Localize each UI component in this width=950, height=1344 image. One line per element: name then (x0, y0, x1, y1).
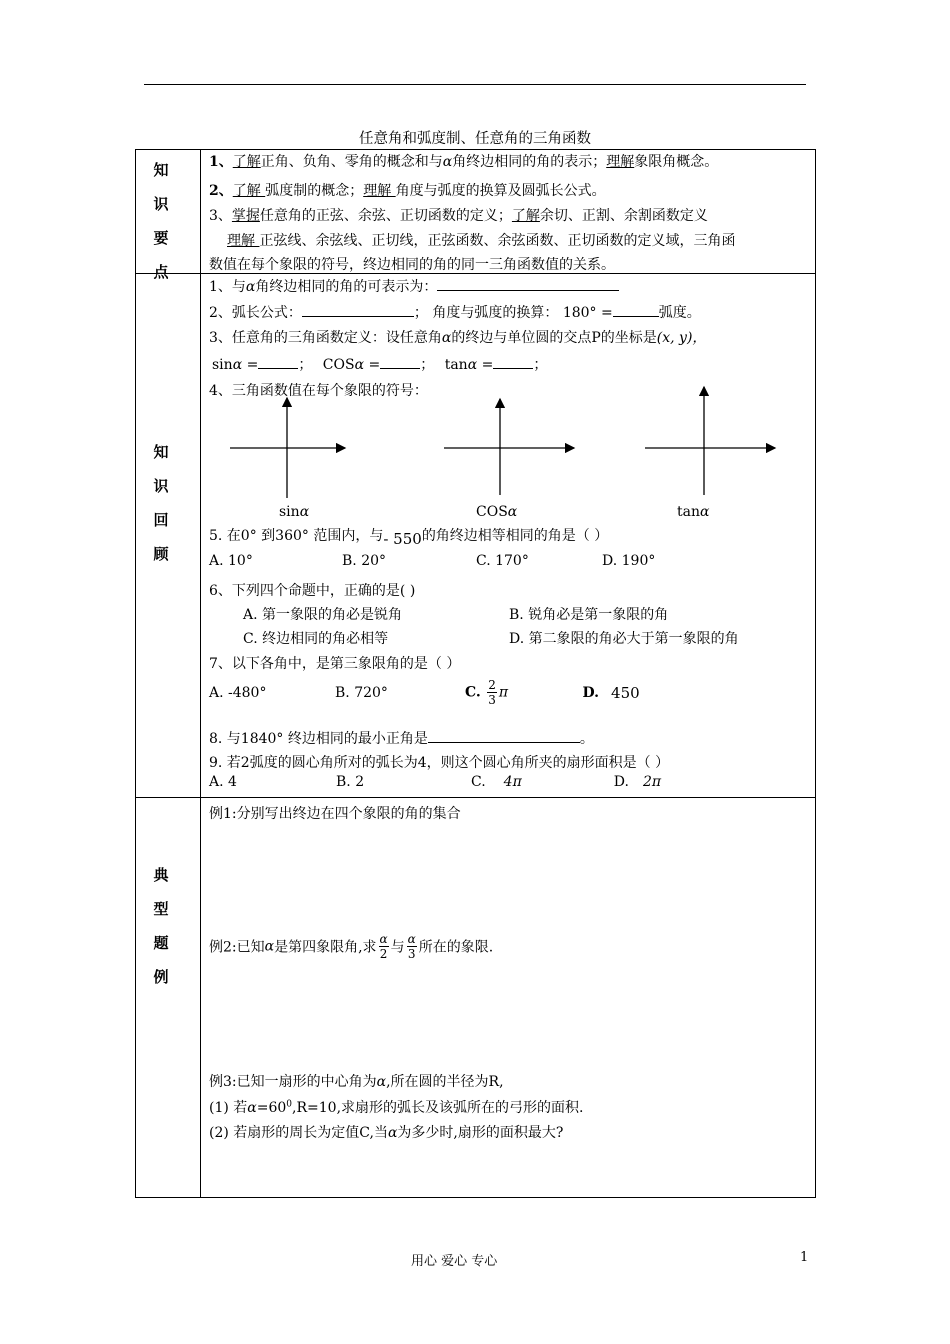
review-q2: 2、弧长公式： ； 角度与弧度的换算： 180° = 弧度。 (209, 305, 701, 321)
review-q4: 4、三角函数值在每个象限的符号： (209, 383, 428, 399)
review-q8: 8. 与1840° 终边相同的最小正角是 。 (209, 731, 594, 747)
axis-label-tan: tanα (677, 504, 710, 520)
page-number: 1 (800, 1250, 809, 1265)
point-line-1: 1、了解正角、负角、零角的概念和与α角终边相同的角的表示；理解象限角概念。 (209, 154, 719, 170)
review-q3: 3、任意角的三角函数定义：设任意角α的终边与单位圆的交点P的坐标是(x, y)， (209, 330, 707, 346)
review-q5-options: A. 10° B. 20° C. 170° D. 190° (209, 553, 656, 569)
review-q7: 7、以下各角中，是第三象限角的是（ ） (209, 656, 461, 672)
answer-blank[interactable] (428, 742, 580, 743)
review-q9-options: A. 4 B. 2 C. 4π D. 2π (209, 774, 662, 790)
section-label-review: 知 识 回 顾 (153, 443, 187, 563)
axis-label-cos: COSα (476, 504, 518, 520)
review-q6-options-2: C. 终边相同的角必相等 D. 第二象限的角必大于第一象限的角 (243, 631, 739, 647)
row-divider-2 (135, 797, 815, 798)
fraction-two-thirds: $\frac{2}{3}$ (488, 678, 496, 707)
axis-label-sin: sinα (279, 504, 310, 520)
page-title: 任意角和弧度制、任意角的三角函数 (359, 131, 591, 147)
fraction-alpha-half: $\frac{\alpha}{2}$ (379, 932, 388, 961)
point-line-4: 理解 正弦线、余弦线、正切线，正弦函数、余弦函数、正切函数的定义域，三角函 (227, 233, 736, 249)
review-q7-options: A. -480° B. 720° C. $\frac{2}{3}$ π D. 450 (209, 678, 640, 707)
fraction-alpha-third: $\frac{\alpha}{3}$ (407, 932, 416, 961)
example-3-part-2: (2) 若扇形的周长为定值C,当α为多少时,扇形的面积最大? (209, 1125, 564, 1141)
review-q9: 9. 若2弧度的圆心角所对的弧长为4，则这个圆心角所夹的扇形面积是（ ） (209, 755, 670, 771)
review-q6-options-1: A. 第一象限的角必是锐角 B. 锐角必是第一象限的角 (243, 607, 669, 623)
example-3: 例3:已知一扇形的中心角为α,所在圆的半径为R, (209, 1074, 504, 1090)
example-2: 例2:已知α是第四象限角,求 $\frac{\alpha}{2}$ 与 $\frac{\alpha}{3}$ 所在的象限. (209, 932, 494, 961)
tan-axis (645, 387, 775, 495)
example-1: 例1:分别写出终边在四个象限的角的集合 (209, 806, 461, 822)
point-line-2: 2、了解 弧度制的概念；理解 角度与弧度的换算及圆弧长公式。 (209, 183, 606, 199)
footer-motto: 用心 爱心 专心 (411, 1254, 498, 1269)
section-label-examples: 典 型 题 例 (153, 866, 187, 986)
review-q6: 6、下列四个命题中，正确的是( ) (209, 583, 416, 599)
point-line-3: 3、掌握任意角的正弦、余弦、正切函数的定义；了解余切、正割、余割函数定义 (209, 208, 708, 224)
sin-axis (230, 398, 345, 498)
review-q5: 5. 在0° 到360° 范围内，与- 550的角终边相等相同的角是（ ） (209, 528, 609, 548)
axis-diagrams (0, 0, 950, 560)
review-q3-functions: sinα = ； COSα = ； tanα = ； (212, 357, 548, 373)
review-q1: 1、与α角终边相同的角的可表示为： (209, 276, 619, 296)
cos-axis (444, 399, 574, 495)
example-3-part-1: (1) 若$\alpha=60^0,R=10$,求扇形的弧长及该弧所在的弓形的面积. (209, 1099, 584, 1116)
point-line-5: 数值在每个象限的符号，终边相同的角的同一三角函数值的关系。 (209, 257, 615, 273)
section-label-points: 知 识 要 点 (153, 161, 187, 281)
